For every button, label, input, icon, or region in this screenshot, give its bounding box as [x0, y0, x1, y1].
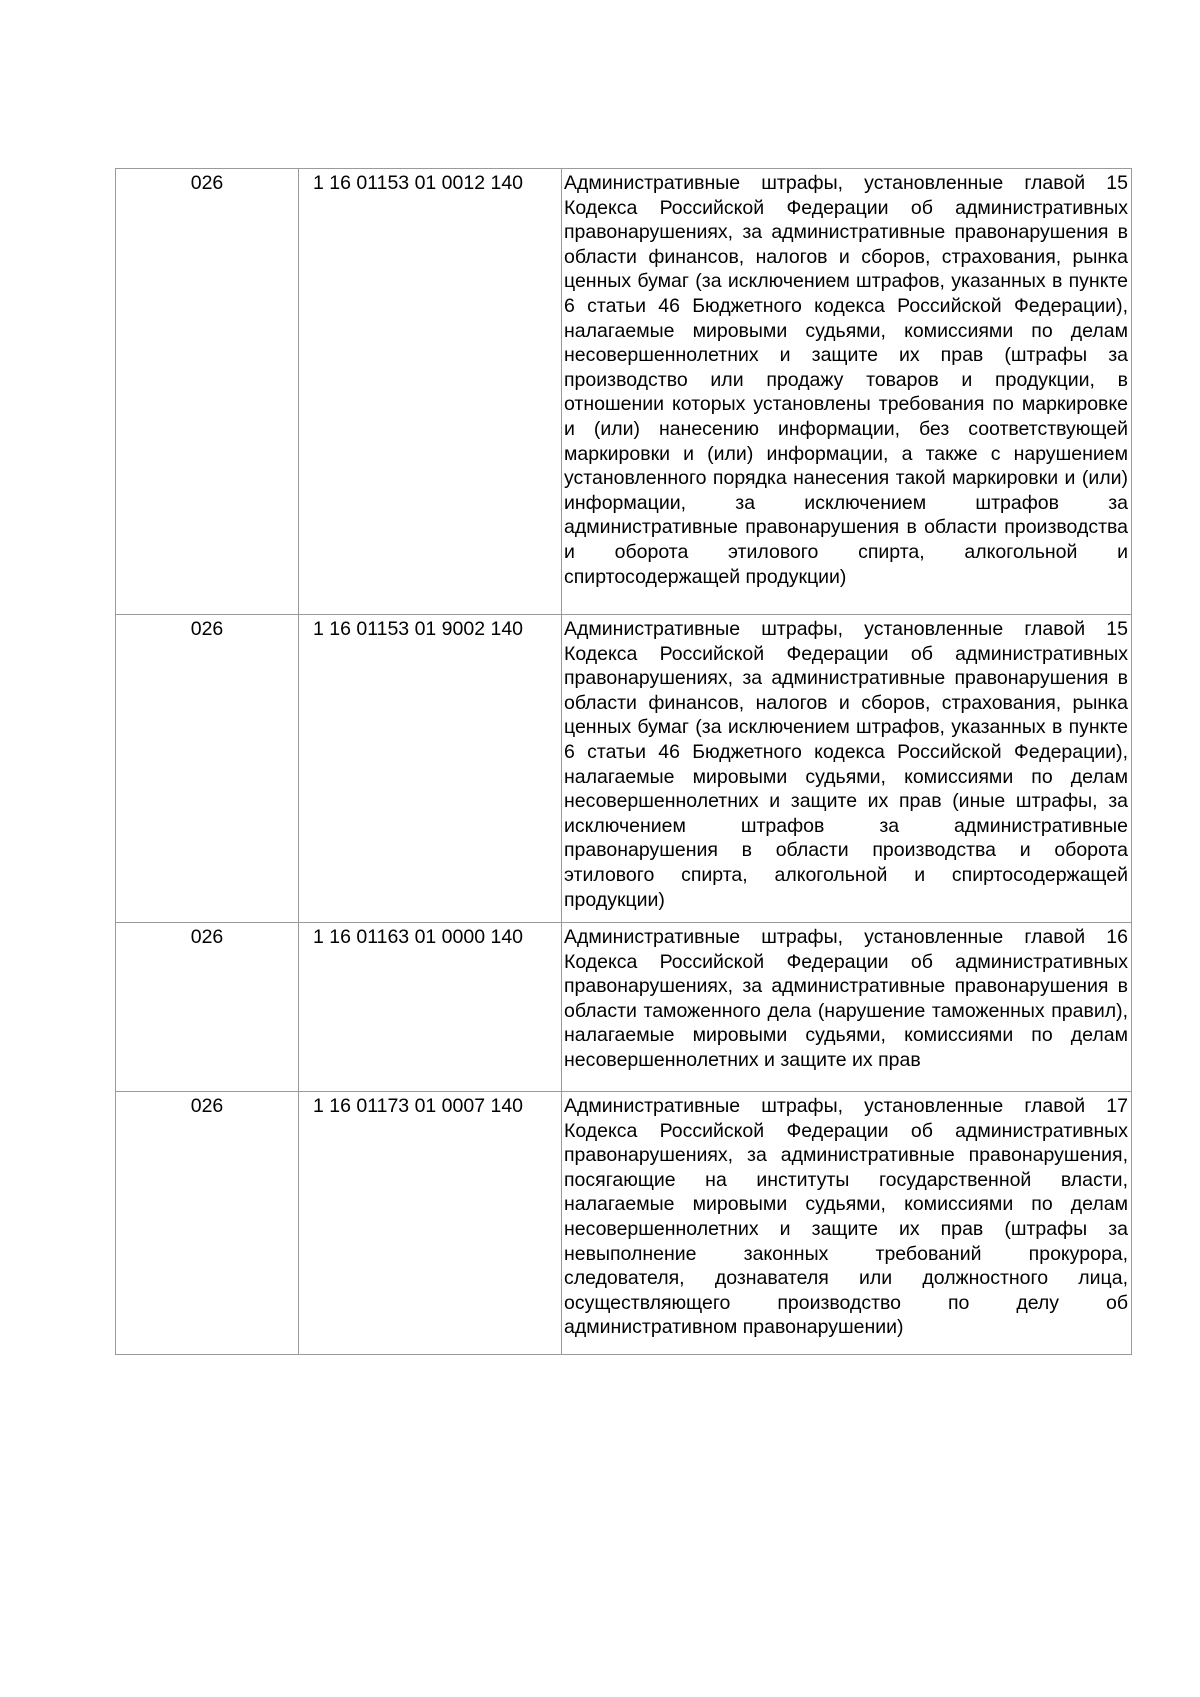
table-row: [116, 1092, 1132, 1355]
budget-code: 1 16 01153 01 9002 140: [313, 618, 524, 640]
budget-code-table: [115, 168, 1132, 1355]
description-text: Административные штрафы, установленные главой 15 Кодекса Российской Федерации об административных правонарушениях, за административные правонарушения в области финансов, налогов и сборов, страхования, рынка ценных бумаг (за исключением штрафов, указанных в пункте 6 статьи 46 Бюджетного кодекса Российской Федерации), налагаемые мировыми судьями, комиссиями по делам несовершеннолетних и защите их прав (штрафы за производство или продажу товаров и продукции, в отношении которых установлены требования по маркировке и (или) нанесению информации, без соответствующей маркировки и (или) информации, а также с нарушением установленного порядка нанесения такой маркировки и (или) информации, за исключением штрафов за административные правонарушения в области производства и оборота этилового спирта, алкогольной и спиртосодержащей продукции): [564, 172, 1128, 588]
admin-code-cell: [116, 1092, 299, 1355]
budget-code-cell: [299, 169, 562, 615]
admin-code: 026: [190, 618, 224, 640]
table-row: [116, 923, 1132, 1092]
description-text: Административные штрафы, установленные главой 16 Кодекса Российской Федерации об административных правонарушениях, за административные правонарушения в области таможенного дела (нарушение таможенных правил), налагаемые мировыми судьями, комиссиями по делам несовершеннолетних и защите их прав: [564, 926, 1128, 1071]
admin-code-cell: [116, 923, 299, 1092]
admin-code-cell: [116, 615, 299, 923]
budget-code: 1 16 01153 01 0012 140: [313, 172, 524, 194]
admin-code-cell: [116, 169, 299, 615]
budget-code-cell: [299, 923, 562, 1092]
description-text: Административные штрафы, установленные главой 15 Кодекса Российской Федерации об административных правонарушениях, за административные правонарушения в области финансов, налогов и сборов, страхования, рынка ценных бумаг (за исключением штрафов, указанных в пункте 6 статьи 46 Бюджетного кодекса Российской Федерации), налагаемые мировыми судьями, комиссиями по делам несовершеннолетних и защите их прав (иные штрафы, за исключением штрафов за административные правонарушения в области производства и оборота этилового спирта, алкогольной и спиртосодержащей продукции): [564, 618, 1128, 911]
description-text: Административные штрафы, установленные главой 17 Кодекса Российской Федерации об административных правонарушениях, за административные правонарушения, посягающие на институты государственной власти, налагаемые мировыми судьями, комиссиями по делам несовершеннолетних и защите их прав (штрафы за невыполнение законных требований прокурора, следователя, дознавателя или должностного лица, осуществляющего производство по делу об административном правонарушении): [564, 1095, 1128, 1339]
table-row: [116, 615, 1132, 923]
admin-code: 026: [190, 926, 224, 948]
budget-code-cell: [299, 615, 562, 923]
budget-code: 1 16 01163 01 0000 140: [313, 926, 524, 948]
budget-code: 1 16 01173 01 0007 140: [313, 1095, 524, 1117]
table-row: [116, 169, 1132, 615]
admin-code: 026: [190, 172, 224, 194]
admin-code: 026: [190, 1095, 224, 1117]
description-cell: [562, 615, 1132, 923]
description-cell: [562, 923, 1132, 1092]
budget-code-cell: [299, 1092, 562, 1355]
description-cell: [562, 1092, 1132, 1355]
description-cell: [562, 169, 1132, 615]
